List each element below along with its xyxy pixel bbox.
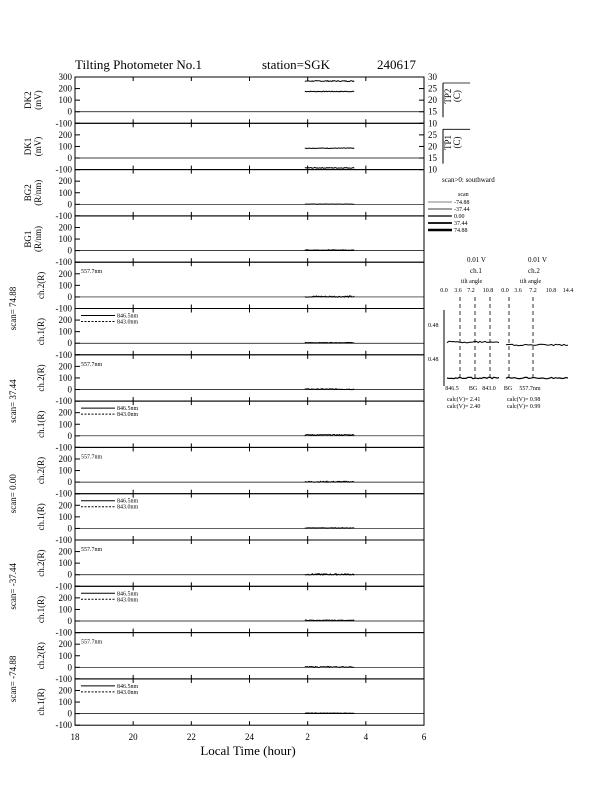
direction-note: scan>0: southward xyxy=(442,176,495,184)
y-tick-label: 200 xyxy=(58,500,72,511)
y-tick-label: 200 xyxy=(58,453,72,464)
y-tick-label: -100 xyxy=(55,488,72,499)
y-tick-label: 0 xyxy=(67,616,72,627)
panel-frame xyxy=(75,170,424,216)
scan-group-label: scan= 37.44 xyxy=(8,379,18,423)
data-series xyxy=(305,528,354,529)
y-axis-label: BG2 xyxy=(23,184,33,202)
scan-legend-label: 0.00 xyxy=(454,214,465,220)
station-label: station=SGK xyxy=(262,57,331,72)
panel-frame xyxy=(75,123,424,169)
y-tick-label: 200 xyxy=(58,546,72,557)
data-series xyxy=(305,620,354,621)
y-axis-label: ch.2(R) xyxy=(36,364,46,392)
scan-group-label: scan= 0.00 xyxy=(8,474,18,514)
y-tick-label: 100 xyxy=(58,234,72,245)
y-tick-label: 0 xyxy=(67,430,72,441)
calc-ch2-line1: calc(V)= 0.98 xyxy=(507,397,541,403)
calc-ch1-line1: calc(V)= 2.41 xyxy=(447,397,481,403)
y-tick-label: 100 xyxy=(58,604,72,615)
tilt-tick-label-ch2: 7.2 xyxy=(529,288,537,294)
y-tick-label: -100 xyxy=(55,627,72,638)
right-y-tick-label: 15 xyxy=(428,106,437,117)
y-tick-label: 300 xyxy=(58,72,72,82)
legend-label: 843.0nm xyxy=(117,319,139,326)
right-y-tick-label: 30 xyxy=(428,72,437,82)
wavelength-note: 557.7nm xyxy=(81,639,103,646)
scan-legend-label: 74.88 xyxy=(454,228,468,234)
legend-label: 843.0nm xyxy=(117,597,139,604)
tilt-tick-label-ch1: 3.6 xyxy=(454,288,462,294)
y-tick-label: 0 xyxy=(67,338,72,349)
data-series xyxy=(305,167,354,168)
y-tick-label: -100 xyxy=(55,257,72,268)
y-tick-label: 200 xyxy=(58,407,72,418)
y-axis-label: ch.2(R) xyxy=(36,456,46,485)
y-tick-label: 0 xyxy=(67,569,72,580)
y-tick-label: -100 xyxy=(55,396,72,407)
wavelength-note: 557.7nm xyxy=(81,269,103,276)
panel-s2c2 xyxy=(36,355,424,406)
y-tick-label: 200 xyxy=(58,129,72,140)
scan-group-label: scan= 74.88 xyxy=(8,286,18,331)
y-tick-label: 200 xyxy=(58,315,72,326)
chart-panels xyxy=(8,72,470,730)
y-tick-label: 100 xyxy=(58,187,72,198)
y-axis-label: ch.2(R) xyxy=(36,642,46,670)
y-axis-label: ch.2(R) xyxy=(36,549,46,577)
panel-frame xyxy=(75,216,424,262)
y-tick-label: 100 xyxy=(58,141,72,152)
y-tick-label: -100 xyxy=(55,349,72,360)
tilt-tick-labels xyxy=(440,288,573,294)
data-series xyxy=(305,713,354,714)
panel-frame xyxy=(75,447,424,493)
y-axis-label: (R/nm) xyxy=(33,226,43,253)
y-tick-label: 100 xyxy=(58,558,72,569)
calc-ch2-line2: calc(V)= 0.99 xyxy=(507,404,541,410)
panel-bg2 xyxy=(23,170,424,221)
y-tick-label: 100 xyxy=(58,419,72,430)
right-y-tick-label: 25 xyxy=(428,83,437,94)
data-series xyxy=(305,91,354,92)
y-tick-label: 0 xyxy=(67,106,72,117)
tilt-tick-label-ch1: 0.0 xyxy=(440,288,448,294)
right-y-tick-label: 15 xyxy=(428,153,437,164)
scan-legend-title: scan xyxy=(458,192,469,198)
y-tick-label: -100 xyxy=(55,535,72,545)
side-value-top: 0.48 xyxy=(428,323,439,329)
y-tick-label: 0 xyxy=(67,384,72,395)
legend-label: 846.5nm xyxy=(117,498,139,505)
y-tick-label: 100 xyxy=(58,650,72,661)
x-tick-label: 4 xyxy=(363,732,369,743)
tilt-tick-label-ch1: 7.2 xyxy=(467,288,475,294)
y-tick-label: 0 xyxy=(67,153,72,164)
y-tick-label: 100 xyxy=(58,465,72,476)
scan-legend-label: -74.88 xyxy=(454,200,470,206)
y-tick-label: 200 xyxy=(58,361,72,372)
right-y-tick-label: 20 xyxy=(428,141,437,152)
legend-label: 843.0nm xyxy=(117,412,139,419)
side-bottom-label: BG xyxy=(468,386,478,392)
side-bottom-labels xyxy=(445,386,541,392)
panel-s3c1 xyxy=(36,494,424,545)
y-axis-label: ch.1(R) xyxy=(36,503,46,531)
x-tick-label: 2 xyxy=(305,732,310,743)
panel-frame xyxy=(75,540,424,586)
y-axis-label: (mV) xyxy=(33,90,43,110)
y-axis-label: DK2 xyxy=(23,91,33,109)
scan-legend-label: 37.44 xyxy=(454,221,468,227)
ch1-label: ch.1 xyxy=(470,267,482,275)
y-tick-label: 0 xyxy=(67,477,72,488)
tilt-tick-label-ch1: 10.8 xyxy=(482,288,494,294)
panel-frame xyxy=(75,77,424,123)
tilt-tick-label-ch2: 10.8 xyxy=(545,288,557,294)
y-axis-label: (mV) xyxy=(33,136,43,157)
legend-label: 846.5nm xyxy=(117,406,139,413)
panel-s1c1 xyxy=(36,309,424,360)
right-y-tick-label: 10 xyxy=(428,118,437,129)
data-series xyxy=(305,389,354,390)
right-y-axis-label: (C) xyxy=(452,90,462,103)
tilt-tick-label-ch2: 3.6 xyxy=(514,288,522,294)
x-tick-label: 18 xyxy=(70,732,80,743)
y-tick-label: 200 xyxy=(58,592,72,603)
x-axis xyxy=(71,732,427,758)
y-tick-label: -100 xyxy=(55,210,72,221)
right-y-tick-label: 25 xyxy=(428,129,437,140)
tilt-tick-label-ch2: 0.0 xyxy=(501,288,509,294)
y-tick-label: -100 xyxy=(55,303,72,314)
tilt-angle-label-ch1: tilt angle xyxy=(461,279,483,285)
data-series xyxy=(305,342,354,343)
ch2-trace-top xyxy=(506,344,568,345)
wavelength-note: 557.7nm xyxy=(81,547,103,553)
legend-label: 846.5nm xyxy=(117,313,139,320)
data-series xyxy=(305,148,354,149)
y-tick-label: 200 xyxy=(58,268,72,279)
ch2-label: ch.2 xyxy=(528,267,540,275)
scan-legend xyxy=(428,200,470,234)
y-axis-label: BG1 xyxy=(23,230,33,248)
y-axis-label: (R/nm) xyxy=(33,179,43,206)
panel-s5c1 xyxy=(36,679,424,730)
y-tick-label: 100 xyxy=(58,280,72,291)
data-series xyxy=(305,250,354,251)
panel-frame xyxy=(75,355,424,401)
panel-bg1 xyxy=(23,216,424,267)
y-tick-label: 200 xyxy=(58,685,72,696)
y-tick-label: 100 xyxy=(58,372,72,383)
x-tick-label: 24 xyxy=(245,732,254,743)
ch2-trace-bottom xyxy=(506,377,568,378)
y-tick-label: 100 xyxy=(58,697,72,708)
x-tick-label: 6 xyxy=(421,732,427,743)
wavelength-note: 557.7nm xyxy=(81,361,103,368)
y-tick-label: -100 xyxy=(55,673,72,684)
side-panel xyxy=(428,176,573,410)
legend-label: 846.5nm xyxy=(117,591,139,598)
y-tick-label: 100 xyxy=(58,326,72,337)
right-y-axis-label: TP2 xyxy=(443,88,453,104)
scan-legend-label: -37.44 xyxy=(454,207,470,213)
y-axis-label: ch.1(R) xyxy=(36,688,46,716)
y-tick-label: 200 xyxy=(58,639,72,650)
side-bottom-label: BG xyxy=(503,386,513,392)
panel-frame xyxy=(75,633,424,679)
tilt-tick-label-ch2: 14.4 xyxy=(562,288,574,294)
y-tick-label: 200 xyxy=(58,222,72,233)
y-tick-label: 100 xyxy=(58,95,72,106)
ch1-trace-top xyxy=(447,341,499,342)
right-y-axis-label: (C) xyxy=(452,136,462,149)
y-tick-label: -100 xyxy=(55,442,72,453)
y-axis-label: ch.2(R) xyxy=(36,271,46,299)
y-tick-label: 200 xyxy=(58,83,72,94)
panel-s1c2 xyxy=(36,262,424,313)
y-axis-label: ch.1(R) xyxy=(36,318,46,346)
side-bottom-label: 846.5 xyxy=(445,386,459,392)
y-tick-label: 0 xyxy=(67,291,72,302)
scan-group-label: scan= -74.88 xyxy=(8,655,18,703)
ch1-scale-label: 0.01 V xyxy=(467,256,486,264)
y-tick-label: 0 xyxy=(67,708,72,719)
x-tick-label: 20 xyxy=(128,732,138,743)
side-value-bottom: 0.48 xyxy=(428,357,439,363)
panel-s4c1 xyxy=(36,586,424,637)
data-series xyxy=(305,667,354,668)
y-axis-label: DK1 xyxy=(23,137,33,156)
y-axis-label: ch.1(R) xyxy=(36,595,46,624)
y-tick-label: 200 xyxy=(58,176,72,187)
y-axis-label: ch.1(R) xyxy=(36,410,46,438)
y-tick-label: -100 xyxy=(55,164,72,175)
panel-dk1 xyxy=(23,123,470,174)
legend-label: 843.0nm xyxy=(117,504,139,511)
side-traces xyxy=(447,297,568,380)
y-tick-label: -100 xyxy=(55,581,72,592)
y-tick-label: 0 xyxy=(67,523,72,534)
figure-title: Tilting Photometer No.1 xyxy=(75,57,203,72)
panel-s3c2 xyxy=(36,447,424,498)
data-series xyxy=(305,435,354,436)
y-tick-label: -100 xyxy=(55,118,72,129)
y-tick-label: 0 xyxy=(67,199,72,210)
panel-frame xyxy=(75,262,424,308)
y-tick-label: 100 xyxy=(58,511,72,522)
y-tick-label: -100 xyxy=(55,720,72,731)
calc-ch1-line2: calc(V)= 2.40 xyxy=(447,404,481,410)
y-tick-label: 0 xyxy=(67,662,72,673)
panel-s2c1 xyxy=(36,401,424,452)
panel-s5c2 xyxy=(36,633,424,684)
legend-label: 843.0nm xyxy=(117,689,139,696)
panel-s4c2 xyxy=(36,540,424,591)
legend-label: 846.5nm xyxy=(117,683,139,690)
x-axis-label: Local Time (hour) xyxy=(200,743,296,758)
ch2-scale-label: 0.01 V xyxy=(528,256,547,264)
scan-group-label: scan= -37.44 xyxy=(8,563,18,610)
y-tick-label: 0 xyxy=(67,245,72,256)
right-y-axis-label: TP1 xyxy=(443,134,453,150)
side-bottom-label: 557.7nm xyxy=(519,386,541,392)
ch1-trace-bottom xyxy=(447,377,499,378)
side-bottom-label: 843.0 xyxy=(482,386,496,392)
tilt-angle-label-ch2: tilt angle xyxy=(520,279,542,285)
right-y-tick-label: 20 xyxy=(428,95,437,106)
x-tick-labels xyxy=(71,732,427,742)
data-series xyxy=(305,81,354,82)
x-tick-label: 22 xyxy=(186,732,196,743)
date-label: 240617 xyxy=(377,57,416,72)
right-y-tick-label: 10 xyxy=(428,164,437,175)
wavelength-note: 557.7nm xyxy=(81,454,103,461)
panel-dk2 xyxy=(23,72,470,128)
